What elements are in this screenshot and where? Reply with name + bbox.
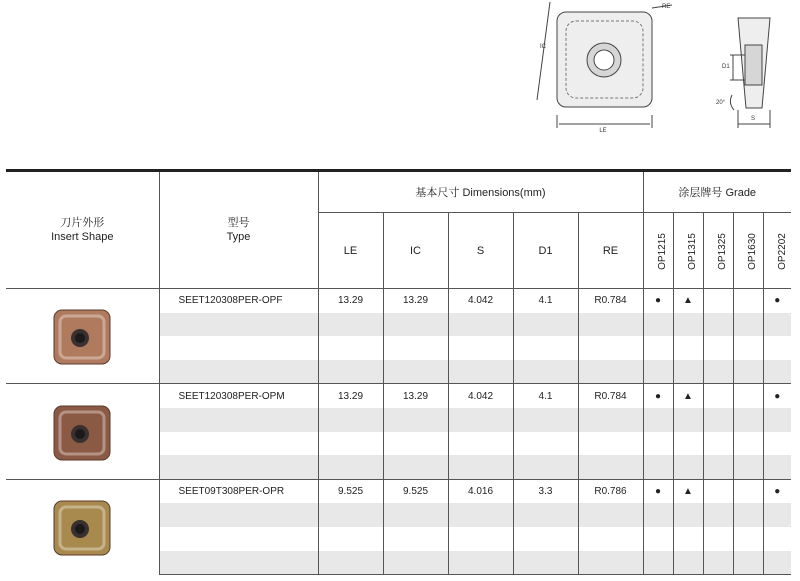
grade-mark-cell — [703, 479, 733, 503]
grade-mark-cell — [733, 384, 763, 408]
insert-image — [50, 495, 114, 559]
empty-cell — [159, 432, 318, 456]
empty-cell — [763, 455, 791, 479]
s-cell: 4.042 — [448, 384, 513, 408]
empty-cell — [733, 360, 763, 384]
re-cell: R0.784 — [578, 289, 643, 313]
empty-cell — [513, 503, 578, 527]
empty-cell — [383, 551, 448, 575]
empty-cell — [383, 360, 448, 384]
re-cell: R0.784 — [578, 384, 643, 408]
insert-top-view — [537, 2, 672, 128]
technical-drawings — [0, 0, 800, 165]
insert-shape-image — [6, 384, 159, 479]
header-re: RE — [578, 213, 643, 289]
empty-cell — [448, 527, 513, 551]
le-cell: 13.29 — [318, 384, 383, 408]
empty-cell — [643, 432, 673, 456]
label-ic: IC — [540, 44, 546, 50]
empty-cell — [733, 503, 763, 527]
empty-cell — [733, 527, 763, 551]
table-body — [6, 289, 791, 575]
empty-cell — [763, 432, 791, 456]
grade-mark-cell — [703, 384, 733, 408]
empty-cell — [673, 551, 703, 575]
grade-mark-cell: ● — [643, 479, 673, 503]
table-row — [6, 479, 791, 503]
empty-cell — [513, 455, 578, 479]
empty-cell — [578, 551, 643, 575]
empty-cell — [159, 503, 318, 527]
empty-cell — [643, 503, 673, 527]
empty-cell — [513, 336, 578, 360]
label-re: RE — [662, 4, 671, 10]
empty-cell — [673, 313, 703, 337]
empty-cell — [673, 455, 703, 479]
ic-cell: 13.29 — [383, 384, 448, 408]
empty-cell — [318, 551, 383, 575]
grade-mark-cell: ● — [643, 289, 673, 313]
empty-cell — [383, 455, 448, 479]
empty-cell — [643, 551, 673, 575]
grade-mark-cell: ▲ — [673, 384, 703, 408]
header-ic: IC — [383, 213, 448, 289]
empty-cell — [733, 455, 763, 479]
empty-cell — [159, 551, 318, 575]
empty-cell — [448, 336, 513, 360]
s-cell: 4.042 — [448, 289, 513, 313]
empty-cell — [763, 527, 791, 551]
grade-mark-cell — [733, 479, 763, 503]
insert-drawing-svg — [0, 0, 800, 165]
header-type: 型号 Type — [159, 172, 318, 289]
empty-cell — [733, 336, 763, 360]
header-dimensions: 基本尺寸 Dimensions(mm) — [318, 172, 643, 213]
empty-cell — [673, 408, 703, 432]
grade-mark-cell — [733, 289, 763, 313]
empty-cell — [448, 432, 513, 456]
empty-cell — [383, 336, 448, 360]
type-cell: SEET120308PER-OPM — [159, 384, 318, 408]
empty-cell — [703, 551, 733, 575]
d1-cell: 4.1 — [513, 289, 578, 313]
empty-cell — [578, 408, 643, 432]
ic-cell: 9.525 — [383, 479, 448, 503]
insert-image — [50, 400, 114, 464]
empty-cell — [513, 551, 578, 575]
empty-cell — [578, 313, 643, 337]
header-d1: D1 — [513, 213, 578, 289]
empty-cell — [578, 360, 643, 384]
empty-cell — [318, 503, 383, 527]
grade-mark-cell: ▲ — [673, 289, 703, 313]
empty-cell — [318, 432, 383, 456]
insert-shape-image — [6, 479, 159, 574]
empty-cell — [703, 432, 733, 456]
empty-cell — [703, 336, 733, 360]
empty-cell — [643, 336, 673, 360]
empty-cell — [159, 455, 318, 479]
insert-image — [50, 304, 114, 368]
grade-mark-cell — [703, 289, 733, 313]
empty-cell — [673, 503, 703, 527]
header-grade-op1630: OP1630 — [733, 213, 763, 289]
empty-cell — [703, 360, 733, 384]
empty-cell — [673, 432, 703, 456]
specification-table — [6, 169, 791, 575]
le-cell: 9.525 — [318, 479, 383, 503]
empty-cell — [763, 336, 791, 360]
empty-cell — [578, 503, 643, 527]
empty-cell — [578, 432, 643, 456]
empty-cell — [763, 360, 791, 384]
grade-mark-cell: ● — [763, 479, 791, 503]
empty-cell — [578, 336, 643, 360]
label-angle: 20° — [716, 100, 726, 106]
label-d1: D1 — [722, 64, 730, 70]
empty-cell — [383, 432, 448, 456]
empty-cell — [513, 527, 578, 551]
label-le: LE — [599, 128, 607, 134]
empty-cell — [733, 551, 763, 575]
empty-cell — [703, 527, 733, 551]
empty-cell — [159, 408, 318, 432]
empty-cell — [643, 527, 673, 551]
empty-cell — [448, 360, 513, 384]
d1-cell: 3.3 — [513, 479, 578, 503]
ic-cell: 13.29 — [383, 289, 448, 313]
empty-cell — [643, 455, 673, 479]
label-s: S — [751, 116, 756, 122]
empty-cell — [513, 360, 578, 384]
header-insert-shape: 刀片外形 Insert Shape — [51, 217, 114, 243]
empty-cell — [763, 408, 791, 432]
empty-cell — [673, 336, 703, 360]
type-cell: SEET120308PER-OPF — [159, 289, 318, 313]
empty-cell — [448, 551, 513, 575]
re-cell: R0.786 — [578, 479, 643, 503]
empty-cell — [513, 408, 578, 432]
grade-mark-cell: ▲ — [673, 479, 703, 503]
header-le: LE — [318, 213, 383, 289]
header-grade-op1215: OP1215 — [643, 213, 673, 289]
header-grade-op1325: OP1325 — [703, 213, 733, 289]
empty-cell — [673, 527, 703, 551]
empty-cell — [318, 527, 383, 551]
s-cell: 4.016 — [448, 479, 513, 503]
header-grade-op2202: OP2202 — [763, 213, 791, 289]
header-grade-op1315: OP1315 — [673, 213, 703, 289]
empty-cell — [318, 336, 383, 360]
empty-cell — [643, 360, 673, 384]
empty-cell — [643, 313, 673, 337]
empty-cell — [643, 408, 673, 432]
empty-cell — [513, 432, 578, 456]
empty-cell — [318, 408, 383, 432]
empty-cell — [673, 360, 703, 384]
empty-cell — [763, 313, 791, 337]
empty-cell — [703, 313, 733, 337]
empty-cell — [703, 503, 733, 527]
grade-mark-cell: ● — [643, 384, 673, 408]
empty-cell — [448, 313, 513, 337]
empty-cell — [159, 527, 318, 551]
insert-shape-image — [6, 289, 159, 384]
empty-cell — [383, 313, 448, 337]
empty-cell — [318, 455, 383, 479]
empty-cell — [448, 503, 513, 527]
table-row — [6, 289, 791, 313]
empty-cell — [513, 313, 578, 337]
empty-cell — [448, 408, 513, 432]
empty-cell — [318, 360, 383, 384]
empty-cell — [383, 503, 448, 527]
empty-cell — [733, 408, 763, 432]
empty-cell — [733, 313, 763, 337]
empty-cell — [159, 313, 318, 337]
empty-cell — [578, 455, 643, 479]
d1-cell: 4.1 — [513, 384, 578, 408]
type-cell: SEET09T308PER-OPR — [159, 479, 318, 503]
header-grade: 涂层牌号 Grade — [643, 172, 791, 213]
empty-cell — [703, 455, 733, 479]
empty-cell — [383, 408, 448, 432]
empty-cell — [318, 313, 383, 337]
empty-cell — [159, 360, 318, 384]
le-cell: 13.29 — [318, 289, 383, 313]
table-row — [6, 384, 791, 408]
empty-cell — [383, 527, 448, 551]
header-s: S — [448, 213, 513, 289]
empty-cell — [703, 408, 733, 432]
empty-cell — [578, 527, 643, 551]
empty-cell — [733, 432, 763, 456]
empty-cell — [763, 551, 791, 575]
grade-mark-cell: ● — [763, 289, 791, 313]
empty-cell — [763, 503, 791, 527]
empty-cell — [448, 455, 513, 479]
grade-mark-cell: ● — [763, 384, 791, 408]
empty-cell — [159, 336, 318, 360]
insert-side-view — [730, 18, 770, 128]
